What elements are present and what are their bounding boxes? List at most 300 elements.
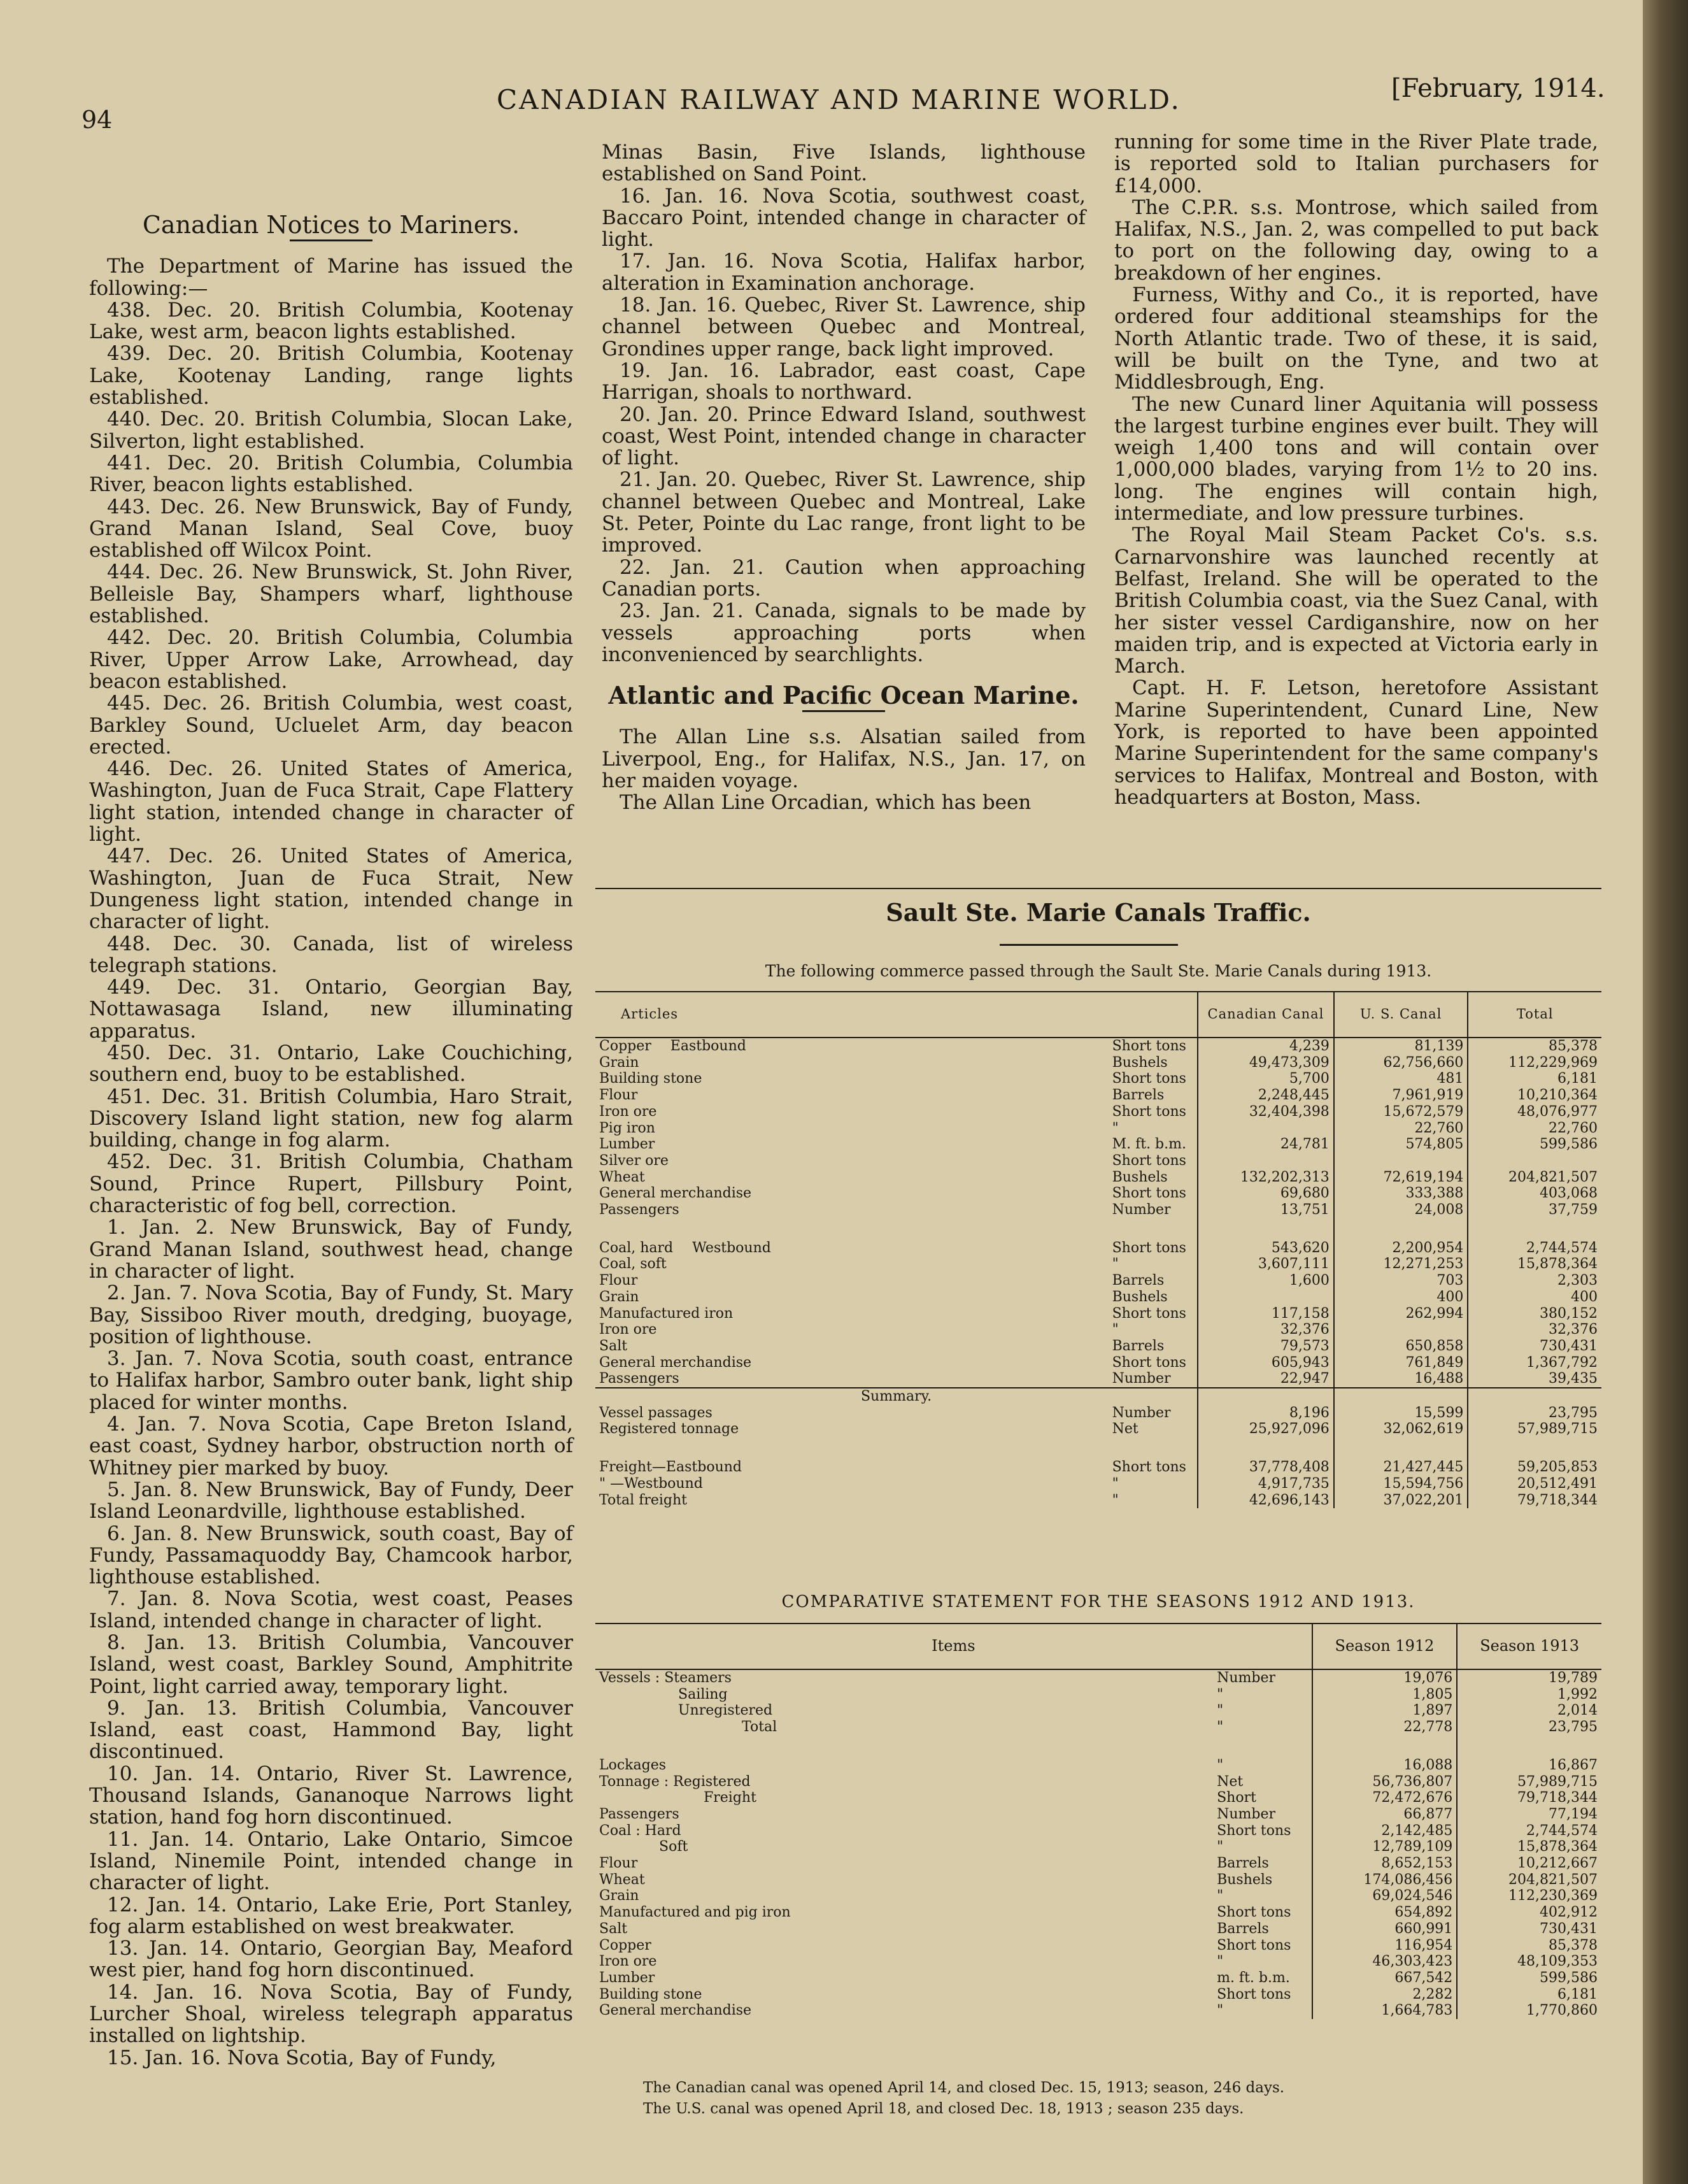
table-row	[595, 1702, 1601, 1719]
marine-paragraph: running for some time in the River Plate trade, is reported sold to Italian purchasers for £14,000.	[1114, 131, 1598, 197]
notice-item: 13. Jan. 14. Ontario, Georgian Bay, Meaford west pier, hand fog horn discontinued.	[89, 1937, 573, 1982]
spacer-cell	[1198, 1438, 1334, 1459]
spacer-cell	[1198, 1388, 1334, 1405]
total-value: 37,759	[1468, 1202, 1601, 1218]
total-value: 380,152	[1468, 1306, 1601, 1322]
us-canal-value: 21,427,445	[1334, 1459, 1468, 1476]
article-cell	[595, 1459, 1109, 1476]
season-1912-value: 667,542	[1312, 1970, 1457, 1987]
table-row	[595, 1273, 1601, 1289]
unit-cell: "	[1217, 1719, 1224, 1736]
table-row	[595, 1938, 1601, 1954]
us-canal-value: 16,488	[1334, 1371, 1468, 1388]
notice-item: 440. Dec. 20. British Columbia, Slocan Lake, Silverton, light established.	[89, 408, 573, 453]
table-row	[595, 1087, 1601, 1104]
article-cell	[595, 1273, 1109, 1289]
season-1912-value: 69,024,546	[1312, 1888, 1457, 1904]
table-row	[595, 1669, 1601, 1687]
marine-paragraph: The Allan Line s.s. Alsatian sailed from Liverpool, Eng., for Halifax, N.S., Jan. 17, on her maiden voyage.	[602, 725, 1086, 793]
heading-rule	[802, 710, 885, 712]
spacer-cell	[595, 1438, 1109, 1459]
article-name: Total freight	[599, 1492, 688, 1508]
spacer-cell	[1468, 1438, 1601, 1459]
us-canal-value: 24,008	[1334, 1202, 1468, 1218]
notice-item: 448. Dec. 30. Canada, list of wireless telegraph stations.	[89, 932, 573, 977]
spacer-cell	[1334, 1438, 1468, 1459]
canadian-canal-value: 2,248,445	[1198, 1087, 1334, 1104]
marine-paragraph: Capt. H. F. Letson, heretofore Assistant Marine Superintendent, Cunard Line, New York, is reported to have been appointed Marine Superintendent for the same company's services to Halifax, Montreal and Boston, with headquarters at Boston, Mass.	[1114, 676, 1598, 809]
table-row	[595, 1038, 1601, 1055]
season-1913-value: 402,912	[1457, 1904, 1601, 1921]
notice-item: 447. Dec. 26. United States of America, Washington, Juan de Fuca Strait, New Dungeness light station, intended change in character of light.	[89, 845, 573, 934]
unit-cell: "	[1217, 1757, 1224, 1773]
season-1912-value: 2,282	[1312, 1987, 1457, 2003]
table-header-row	[595, 992, 1601, 1038]
notice-item: 452. Dec. 31. British Columbia, Chatham Sound, Prince Rupert, Pillsbury Point, characteristic of fog bell, correction.	[89, 1150, 573, 1218]
unit-cell: Barrels	[1112, 1087, 1165, 1104]
total-value: 2,744,574	[1468, 1240, 1601, 1257]
table-row	[595, 1459, 1601, 1476]
notice-item: 23. Jan. 21. Canada, signals to be made by vessels approaching ports when inconvenienced by searchlights.	[602, 599, 1086, 666]
canadian-canal-value: 13,751	[1198, 1202, 1334, 1218]
header-us-canal: U. S. Canal	[1334, 992, 1468, 1038]
spacer-cell	[1468, 1218, 1601, 1240]
table-row	[595, 1202, 1601, 1218]
unit-cell: "	[1217, 1686, 1224, 1702]
total-value: 48,076,977	[1468, 1104, 1601, 1120]
page-number: 94	[82, 106, 113, 134]
traffic-table-body	[595, 1038, 1601, 1508]
spacer-cell	[1457, 1736, 1601, 1757]
us-canal-value: 81,139	[1334, 1038, 1468, 1055]
spacer-cell	[1312, 1736, 1457, 1757]
marine-paragraph: The Allan Line Orcadian, which has been	[620, 791, 1032, 815]
table-row	[595, 1136, 1601, 1153]
running-title: CANADIAN RAILWAY AND MARINE WORLD.	[497, 84, 1181, 115]
notice-item: 18. Jan. 16. Quebec, River St. Lawrence, ship channel between Quebec and Montreal, Grondines upper range, back light improved.	[602, 294, 1086, 360]
notice-item: 438. Dec. 20. British Columbia, Kootenay Lake, west arm, beacon lights established.	[89, 298, 573, 344]
season-1913-value: 1,992	[1457, 1687, 1601, 1703]
item-cell: Wheat	[599, 1871, 645, 1888]
section-heading-ocean-marine: Atlantic and Pacific Ocean Marine.	[608, 681, 1079, 710]
unit-cell: Short tons	[1112, 1239, 1186, 1256]
total-value: 23,795	[1468, 1405, 1601, 1422]
season-1912-value: 654,892	[1312, 1904, 1457, 1921]
canadian-canal-value: 132,202,313	[1198, 1169, 1334, 1186]
table-row	[595, 1289, 1601, 1306]
article-name: Vessel passages	[599, 1404, 713, 1421]
season-1913-value: 730,431	[1457, 1921, 1601, 1938]
total-value: 15,878,364	[1468, 1256, 1601, 1273]
header-canadian-canal: Canadian Canal	[1198, 992, 1334, 1038]
article-cell	[595, 1153, 1109, 1169]
table-row	[595, 1338, 1601, 1355]
canadian-canal-value: 49,473,309	[1198, 1055, 1334, 1071]
unit-cell: Barrels	[1112, 1273, 1165, 1289]
unit-cell: M. ft. b.m.	[1112, 1136, 1186, 1153]
season-1912-value: 1,897	[1312, 1702, 1457, 1719]
total-value: 59,205,853	[1468, 1459, 1601, 1476]
unit-cell: Short tons	[1112, 1459, 1186, 1476]
notice-item: 2. Jan. 7. Nova Scotia, Bay of Fundy, St. Mary Bay, Sissiboo River mouth, dredging, buoyage, position of lighthouse.	[89, 1281, 573, 1348]
notice-item: 439. Dec. 20. British Columbia, Kootenay Lake, Kootenay Landing, range lights established.	[89, 342, 573, 410]
table-row	[595, 1953, 1601, 1970]
season-1913-value: 112,230,369	[1457, 1888, 1601, 1904]
unit-cell: Short tons	[1112, 1305, 1186, 1322]
canadian-canal-value: 24,781	[1198, 1136, 1334, 1153]
table-row	[595, 1421, 1601, 1438]
table-row	[595, 1371, 1601, 1388]
notice-item: 444. Dec. 26. New Brunswick, St. John River, Belleisle Bay, Shampers wharf, lighthouse established.	[89, 560, 573, 628]
season-1913-value: 77,194	[1457, 1806, 1601, 1823]
table-row	[595, 1476, 1601, 1492]
article-name: " —Westbound	[599, 1475, 703, 1492]
us-canal-value: 2,200,954	[1334, 1240, 1468, 1257]
notice-item: 20. Jan. 20. Prince Edward Island, southwest coast, West Point, intended change in character of light.	[602, 403, 1086, 470]
unit-cell: "	[1217, 1839, 1224, 1855]
notice-item: 16. Jan. 16. Nova Scotia, southwest coast, Baccaro Point, intended change in character of light.	[602, 184, 1086, 252]
season-1912-value: 660,991	[1312, 1921, 1457, 1938]
table-row	[595, 1719, 1601, 1736]
item-cell: Tonnage : Registered	[599, 1773, 751, 1790]
article-name: General merchandise	[599, 1354, 752, 1371]
spacer-cell	[1213, 1736, 1312, 1757]
article-name: Silver ore	[599, 1152, 669, 1169]
unit-cell: Short tons	[1112, 1103, 1186, 1120]
canadian-canal-value: 1,600	[1198, 1273, 1334, 1289]
item-cell: Freight	[704, 1790, 756, 1806]
article-cell	[595, 1421, 1109, 1438]
spacer-cell	[1334, 1218, 1468, 1240]
item-cell: Coal : Hard	[599, 1822, 681, 1839]
canadian-canal-value: 605,943	[1198, 1355, 1334, 1371]
article-name: Lumber	[599, 1136, 655, 1153]
article-cell	[595, 1038, 1109, 1055]
total-value: 57,989,715	[1468, 1421, 1601, 1438]
notice-list-continued	[602, 185, 1086, 666]
table-header-row	[595, 1624, 1601, 1669]
us-canal-value: 761,849	[1334, 1355, 1468, 1371]
total-value: 32,376	[1468, 1322, 1601, 1338]
notice-item: 441. Dec. 20. British Columbia, Columbia River, beacon lights established.	[89, 451, 573, 497]
article-name: Iron ore	[599, 1103, 657, 1120]
comparative-table-body	[595, 1669, 1601, 2019]
notice-item: 10. Jan. 14. Ontario, River St. Lawrence, Thousand Islands, Gananoque Narrows light station, hand fog horn discontinued.	[89, 1762, 573, 1829]
header-total: Total	[1468, 992, 1601, 1038]
table-row	[595, 1240, 1601, 1257]
section-heading-notices: Canadian Notices to Mariners.	[142, 211, 520, 239]
comparative-table	[595, 1623, 1601, 2019]
continuation-paragraph: Minas Basin, Five Islands, lighthouse established on Sand Point.	[602, 141, 1086, 186]
unit-cell: Short tons	[1217, 1904, 1291, 1921]
notice-item: 9. Jan. 13. British Columbia, Vancouver Island, east coast, Hammond Bay, light discontinued.	[89, 1696, 573, 1764]
table-row	[595, 1185, 1601, 1202]
notice-item: 6. Jan. 8. New Brunswick, south coast, Bay of Fundy, Passamaquoddy Bay, Chamcook harbor, lighthouse established.	[89, 1522, 573, 1589]
article-cell	[595, 1087, 1109, 1104]
spacer-row	[595, 1218, 1601, 1240]
page-binding-edge	[1643, 0, 1688, 2184]
notice-item: 12. Jan. 14. Ontario, Lake Erie, Port Stanley, fog alarm established on west breakwater.	[89, 1893, 573, 1938]
table-row	[595, 2002, 1601, 2019]
article-name: Grain	[599, 1054, 639, 1071]
item-cell: Manufactured and pig iron	[599, 1904, 791, 1921]
item-cell: Lumber	[599, 1969, 655, 1986]
total-value: 85,378	[1468, 1038, 1601, 1055]
item-cell: Lockages	[599, 1757, 667, 1773]
article-name: Salt	[599, 1338, 628, 1354]
item-cell: Unregistered	[678, 1702, 773, 1719]
season-1913-value: 79,718,344	[1457, 1790, 1601, 1806]
column-ocean-marine	[1114, 131, 1598, 808]
us-canal-value: 12,271,253	[1334, 1256, 1468, 1273]
summary-heading: Summary.	[595, 1388, 1198, 1405]
article-cell	[595, 1338, 1109, 1355]
canadian-canal-value: 4,239	[1198, 1038, 1334, 1055]
notice-item: 3. Jan. 7. Nova Scotia, south coast, entrance to Halifax harbor, Sambro outer bank, light ship placed for winter months.	[89, 1347, 573, 1414]
article-cell	[595, 1355, 1109, 1371]
notice-item: 11. Jan. 14. Ontario, Lake Ontario, Simcoe Island, Ninemile Point, intended change in character of light.	[89, 1827, 573, 1895]
traffic-table	[595, 991, 1601, 1508]
article-name: Iron ore	[599, 1322, 657, 1338]
season-1912-value: 66,877	[1312, 1806, 1457, 1823]
unit-cell: Short tons	[1217, 1822, 1291, 1839]
unit-cell: "	[1217, 2002, 1224, 2019]
total-value: 20,512,491	[1468, 1476, 1601, 1492]
season-1913-value: 1,770,860	[1457, 2002, 1601, 2019]
intro-paragraph: The Department of Marine has issued the following:—	[89, 255, 573, 300]
marine-paragraph: Furness, Withy and Co., it is reported, have ordered four additional steamships for the North Atlantic trade. Two of these, it is said, will be built on the Tyne, and two at Middlesbrough, Eng.	[1114, 283, 1598, 394]
spacer-cell	[1198, 1218, 1334, 1240]
season-1913-value: 23,795	[1457, 1719, 1601, 1736]
season-1912-value: 22,778	[1312, 1719, 1457, 1736]
spacer-cell	[1468, 1388, 1601, 1405]
spacer-cell	[595, 1736, 1213, 1757]
item-cell: Total	[742, 1719, 777, 1736]
unit-cell: Number	[1217, 1806, 1275, 1822]
article-name: Wheat	[599, 1169, 645, 1185]
us-canal-value: 62,756,660	[1334, 1055, 1468, 1071]
table-row	[595, 1839, 1601, 1855]
canadian-canal-value: 117,158	[1198, 1306, 1334, 1322]
us-canal-value: 262,994	[1334, 1306, 1468, 1322]
article-name: Passengers	[599, 1371, 679, 1387]
unit-cell: Bushels	[1112, 1169, 1168, 1185]
unit-cell: Barrels	[1217, 1855, 1269, 1872]
season-1912-value: 16,088	[1312, 1757, 1457, 1774]
notice-item: 22. Jan. 21. Caution when approaching Canadian ports.	[602, 555, 1086, 601]
article-cell	[595, 1185, 1109, 1202]
column-notices-to-mariners	[89, 210, 573, 2069]
us-canal-value	[1334, 1153, 1468, 1169]
total-value: 403,068	[1468, 1185, 1601, 1202]
notice-item: 17. Jan. 16. Nova Scotia, Halifax harbor, alteration in Examination anchorage.	[602, 250, 1086, 295]
table-row	[595, 1823, 1601, 1839]
unit-cell: "	[1217, 1888, 1224, 1904]
total-value: 1,367,792	[1468, 1355, 1601, 1371]
article-name: Building stone	[599, 1071, 702, 1087]
canadian-canal-value: 32,404,398	[1198, 1104, 1334, 1120]
unit-cell: Short tons	[1217, 1937, 1291, 1953]
spacer-cell	[595, 1218, 1109, 1240]
notice-item: 1. Jan. 2. New Brunswick, Bay of Fundy, Grand Manan Island, southwest head, change in character of light.	[89, 1216, 573, 1283]
season-1913-value: 2,744,574	[1457, 1823, 1601, 1839]
table-row	[595, 1888, 1601, 1904]
table-row	[595, 1687, 1601, 1703]
notice-list	[89, 299, 573, 2069]
unit-cell: Bushels	[1112, 1288, 1168, 1305]
article-name: Manufactured iron	[599, 1305, 734, 1322]
table-row	[595, 1120, 1601, 1137]
article-cell	[595, 1169, 1109, 1186]
canadian-canal-value: 79,573	[1198, 1338, 1334, 1355]
article-name: Freight—Eastbound	[599, 1459, 742, 1476]
unit-cell: Short tons	[1112, 1038, 1186, 1054]
us-canal-value: 481	[1334, 1071, 1468, 1087]
unit-cell: Bushels	[1112, 1054, 1168, 1071]
item-cell: Salt	[599, 1920, 628, 1937]
season-1912-value: 116,954	[1312, 1938, 1457, 1954]
table-row	[595, 1970, 1601, 1987]
notice-item: 14. Jan. 16. Nova Scotia, Bay of Fundy, Lurcher Shoal, wireless telegraph apparatus installed on lightship.	[89, 1980, 573, 2048]
table-row	[595, 1790, 1601, 1806]
total-value: 730,431	[1468, 1338, 1601, 1355]
article-name: Flour	[599, 1087, 638, 1104]
canadian-canal-value	[1198, 1289, 1334, 1306]
item-cell: Passengers	[599, 1806, 679, 1822]
season-1912-value: 72,472,676	[1312, 1790, 1457, 1806]
total-value: 79,718,344	[1468, 1492, 1601, 1509]
table-row	[595, 1987, 1601, 2003]
season-1912-value: 56,736,807	[1312, 1774, 1457, 1790]
us-canal-value: 15,599	[1334, 1405, 1468, 1422]
unit-cell: Short tons	[1217, 1986, 1291, 2002]
season-1912-value: 2,142,485	[1312, 1823, 1457, 1839]
table-row	[595, 1322, 1601, 1338]
total-value: 10,210,364	[1468, 1087, 1601, 1104]
item-cell: Copper	[599, 1937, 651, 1953]
unit-cell: Barrels	[1112, 1338, 1165, 1354]
summary-heading-row	[595, 1388, 1601, 1405]
season-1913-value: 16,867	[1457, 1757, 1601, 1774]
column-notices-continued	[602, 141, 1086, 814]
section-divider	[595, 888, 1601, 889]
note-line: The Canadian canal was opened April 14, and closed Dec. 15, 1913; season, 246 days.	[643, 2080, 1285, 2096]
item-cell: Building stone	[599, 1986, 702, 2002]
unit-cell: Net	[1112, 1421, 1138, 1438]
season-1912-value: 19,076	[1312, 1669, 1457, 1687]
item-cell: Flour	[599, 1855, 638, 1872]
table-row	[595, 1405, 1601, 1422]
item-cell: General merchandise	[599, 2002, 752, 2019]
article-name: General merchandise	[599, 1185, 752, 1202]
season-1912-value: 1,664,783	[1312, 2002, 1457, 2019]
table-row	[595, 1872, 1601, 1888]
us-canal-value: 650,858	[1334, 1338, 1468, 1355]
notice-item: 5. Jan. 8. New Brunswick, Bay of Fundy, Deer Island Leonardville, lighthouse established.	[89, 1478, 573, 1524]
table-row	[595, 1256, 1601, 1273]
marine-paragraph: The Royal Mail Steam Packet Co's. s.s. Carnarvonshire was launched recently at Belfast, Ireland. She will be operated to the British Columbia coast, via the Suez Canal, with her sister vessel Cardiganshire, now on her maiden trip, and is expected at Victoria early in March.	[1114, 524, 1598, 678]
spacer-cell	[1334, 1388, 1468, 1405]
notice-item: 442. Dec. 20. British Columbia, Columbia River, Upper Arrow Lake, Arrowhead, day beacon established.	[89, 626, 573, 693]
us-canal-value: 32,062,619	[1334, 1421, 1468, 1438]
season-1912-value: 46,303,423	[1312, 1953, 1457, 1970]
header-season-1912: Season 1912	[1312, 1624, 1457, 1669]
us-canal-value: 22,760	[1334, 1120, 1468, 1137]
unit-cell: Short tons	[1112, 1185, 1186, 1202]
marine-paragraph: The new Cunard liner Aquitania will possess the largest turbine engines ever built. They will weigh 1,400 tons and will contain over 1,000,000 blades, varying from 1½ to 20 ins. long. The engines will contain high, intermediate, and low pressure turbines.	[1114, 392, 1598, 525]
total-value: 204,821,507	[1468, 1169, 1601, 1186]
canadian-canal-value: 5,700	[1198, 1071, 1334, 1087]
unit-cell: Short tons	[1112, 1071, 1186, 1087]
us-canal-value: 72,619,194	[1334, 1169, 1468, 1186]
canadian-canal-value: 8,196	[1198, 1405, 1334, 1422]
article-cell	[595, 1240, 1109, 1257]
total-value: 599,586	[1468, 1136, 1601, 1153]
article-cell	[595, 1306, 1109, 1322]
note-line: The U.S. canal was opened April 18, and closed Dec. 18, 1913 ; season 235 days.	[643, 2101, 1244, 2117]
traffic-table-title: Sault Ste. Marie Canals Traffic.	[886, 898, 1311, 927]
unit-cell: Number	[1112, 1202, 1171, 1218]
notice-item: 450. Dec. 31. Ontario, Lake Couchiching, southern end, buoy to be established.	[89, 1041, 573, 1087]
article-name: Passengers	[599, 1202, 679, 1218]
season-1912-value: 1,805	[1312, 1687, 1457, 1703]
heading-rule	[1000, 944, 1178, 946]
canadian-canal-value: 22,947	[1198, 1371, 1334, 1388]
unit-cell: "	[1112, 1475, 1119, 1492]
article-cell	[595, 1104, 1109, 1120]
notice-item: 445. Dec. 26. British Columbia, west coast, Barkley Sound, Ucluelet Arm, day beacon erected.	[89, 692, 573, 759]
notice-item: 19. Jan. 16. Labrador, east coast, Cape Harrigan, shoals to northward.	[602, 359, 1086, 404]
canadian-canal-value	[1198, 1120, 1334, 1137]
issue-date: [February, 1914.	[1391, 74, 1605, 103]
traffic-table-subtitle: The following commerce passed through the Sault Ste. Marie Canals during 1913.	[765, 962, 1432, 980]
article-cell	[595, 1492, 1109, 1509]
canadian-canal-value: 69,680	[1198, 1185, 1334, 1202]
header-items: Items	[595, 1624, 1312, 1669]
article-name: Coal, soft	[599, 1256, 667, 1273]
notice-item: 451. Dec. 31. British Columbia, Haro Strait, Discovery Island light station, new fog alarm building, change in fog alarm.	[89, 1085, 573, 1152]
season-1913-value: 19,789	[1457, 1669, 1601, 1687]
article-name: Registered tonnage	[599, 1421, 739, 1438]
marine-paragraph: The C.P.R. s.s. Montrose, which sailed from Halifax, N.S., Jan. 2, was compelled to put back to port on the following day, owing to a breakdown of her engines.	[1114, 196, 1598, 285]
canadian-canal-value: 4,917,735	[1198, 1476, 1334, 1492]
unit-cell: Net	[1217, 1773, 1244, 1790]
table-row	[595, 1169, 1601, 1186]
comparative-title: COMPARATIVE STATEMENT FOR THE SEASONS 1912 AND 1913.	[781, 1592, 1415, 1611]
notice-item: 446. Dec. 26. United States of America, Washington, Juan de Fuca Strait, Cape Flattery light station, intended change in character of light.	[89, 757, 573, 846]
canadian-canal-value: 32,376	[1198, 1322, 1334, 1338]
table-row	[595, 1904, 1601, 1921]
season-1913-value: 85,378	[1457, 1938, 1601, 1954]
article-cell	[595, 1322, 1109, 1338]
notice-item: 15. Jan. 16. Nova Scotia, Bay of Fundy,	[107, 2046, 497, 2069]
total-value	[1468, 1153, 1601, 1169]
spacer-row	[595, 1438, 1601, 1459]
canadian-canal-value: 3,607,111	[1198, 1256, 1334, 1273]
table-row	[595, 1355, 1601, 1371]
table-row	[595, 1855, 1601, 1872]
table-row	[595, 1104, 1601, 1120]
season-1912-value: 12,789,109	[1312, 1839, 1457, 1855]
total-value: 39,435	[1468, 1371, 1601, 1388]
table-row	[595, 1921, 1601, 1938]
us-canal-value: 333,388	[1334, 1185, 1468, 1202]
canadian-canal-value: 42,696,143	[1198, 1492, 1334, 1509]
season-1913-value: 57,989,715	[1457, 1774, 1601, 1790]
total-value: 2,303	[1468, 1273, 1601, 1289]
unit-cell: Short tons	[1112, 1354, 1186, 1371]
us-canal-value: 703	[1334, 1273, 1468, 1289]
